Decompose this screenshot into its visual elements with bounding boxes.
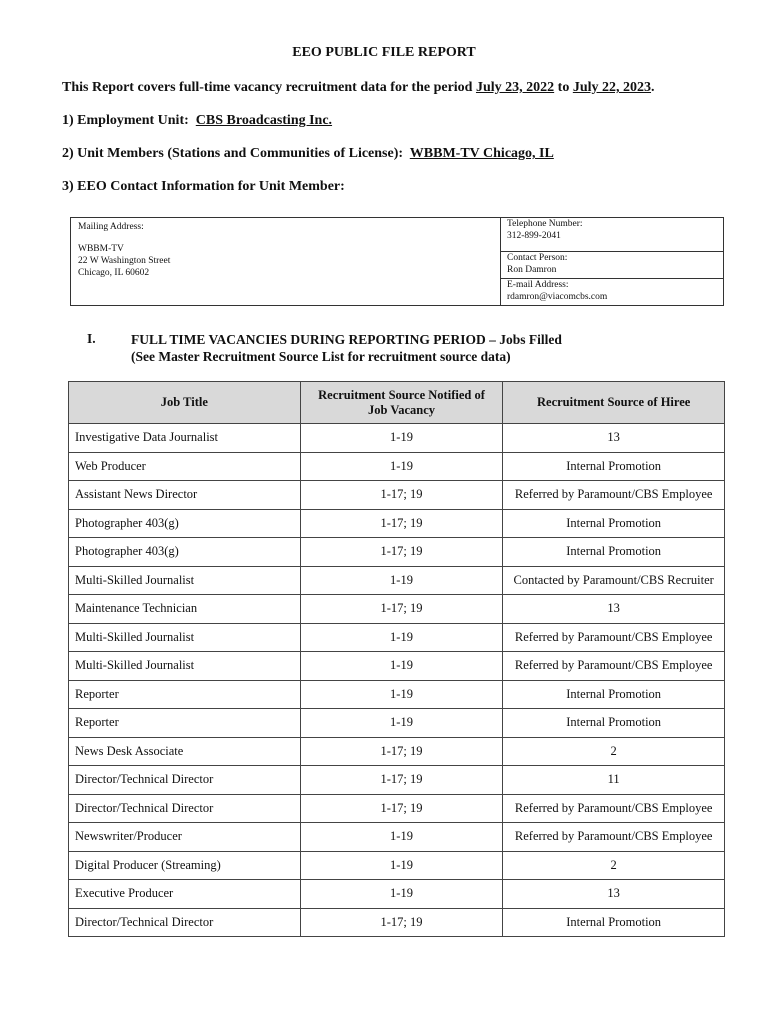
cell-source-of-hiree: Referred by Paramount/CBS Employee: [503, 794, 725, 823]
cell-source-notified: 1-17; 19: [300, 737, 503, 766]
cell-source-notified: 1-19: [300, 680, 503, 709]
cell-source-of-hiree: Internal Promotion: [503, 908, 725, 937]
phone-value: 312-899-2041: [507, 230, 561, 241]
table-row: [69, 452, 725, 481]
cell-job-title: Digital Producer (Streaming): [69, 851, 301, 880]
cell-job-title: Executive Producer: [69, 880, 301, 909]
table-row: [69, 823, 725, 852]
cell-source-of-hiree: Internal Promotion: [503, 680, 725, 709]
table-row: [69, 595, 725, 624]
cell-source-of-hiree: 2: [503, 737, 725, 766]
cell-source-of-hiree: 13: [503, 424, 725, 453]
cell-job-title: Multi-Skilled Journalist: [69, 566, 301, 595]
cell-job-title: Web Producer: [69, 452, 301, 481]
unit-members-line: [62, 146, 554, 162]
cell-job-title: Reporter: [69, 709, 301, 738]
period-suffix: .: [651, 80, 655, 95]
contact-person-cell: [501, 252, 723, 279]
cell-source-of-hiree: Referred by Paramount/CBS Employee: [503, 652, 725, 681]
table-row: [69, 766, 725, 795]
mailing-address-cell: [71, 218, 501, 305]
cell-source-of-hiree: Referred by Paramount/CBS Employee: [503, 823, 725, 852]
cell-source-notified: 1-17; 19: [300, 794, 503, 823]
period-start: July 23, 2022: [475, 80, 555, 95]
cell-source-notified: 1-19: [300, 424, 503, 453]
cell-source-of-hiree: Internal Promotion: [503, 452, 725, 481]
email-cell: [501, 279, 723, 306]
table-row: [69, 509, 725, 538]
table-row: [69, 652, 725, 681]
section-line-2: (See Master Recruitment Source List for recruitment source data): [131, 349, 511, 364]
cell-job-title: Director/Technical Director: [69, 908, 301, 937]
section-text: [131, 331, 562, 365]
employment-unit-label: 1) Employment Unit:: [62, 113, 189, 128]
header-job-title: Job Title: [69, 382, 301, 424]
cell-source-of-hiree: 13: [503, 880, 725, 909]
cell-job-title: Director/Technical Director: [69, 766, 301, 795]
cell-source-of-hiree: 2: [503, 851, 725, 880]
cell-source-notified: 1-17; 19: [300, 481, 503, 510]
employment-unit-value: CBS Broadcasting Inc.: [195, 113, 333, 128]
mailing-line-1: WBBM-TV: [78, 244, 124, 254]
unit-members-label: 2) Unit Members (Stations and Communities of License):: [62, 146, 404, 161]
cell-source-notified: 1-19: [300, 823, 503, 852]
cell-source-notified: 1-19: [300, 452, 503, 481]
mailing-line-2: 22 W Washington Street: [78, 256, 171, 266]
period-mid: to: [554, 80, 573, 95]
table-row: [69, 424, 725, 453]
cell-source-of-hiree: Referred by Paramount/CBS Employee: [503, 481, 725, 510]
cell-source-of-hiree: 13: [503, 595, 725, 624]
mailing-label: Mailing Address:: [78, 222, 144, 232]
table-row: [69, 680, 725, 709]
table-row: [69, 538, 725, 567]
email-label: E-mail Address:: [507, 280, 569, 290]
cell-job-title: Photographer 403(g): [69, 509, 301, 538]
contact-details: [501, 218, 723, 305]
cell-job-title: Investigative Data Journalist: [69, 424, 301, 453]
cell-source-notified: 1-19: [300, 623, 503, 652]
table-row: [69, 481, 725, 510]
table-row: [69, 908, 725, 937]
cell-source-of-hiree: Referred by Paramount/CBS Employee: [503, 623, 725, 652]
cell-source-notified: 1-19: [300, 652, 503, 681]
period-end: July 22, 2023: [572, 80, 652, 95]
cell-job-title: Director/Technical Director: [69, 794, 301, 823]
email-value: rdamron@viacomcbs.com: [507, 291, 608, 302]
header-source-notified: Recruitment Source Notified of Job Vacancy: [300, 382, 503, 424]
period-prefix: This Report covers full-time vacancy recruitment data for the period: [62, 80, 476, 95]
cell-source-of-hiree: Internal Promotion: [503, 709, 725, 738]
table-row: [69, 794, 725, 823]
phone-cell: [501, 218, 723, 252]
report-title: EEO PUBLIC FILE REPORT: [292, 45, 476, 60]
cell-source-notified: 1-17; 19: [300, 509, 503, 538]
cell-source-notified: 1-17; 19: [300, 908, 503, 937]
period-line: [62, 80, 655, 96]
cell-source-notified: 1-17; 19: [300, 538, 503, 567]
table-body: [69, 424, 725, 937]
mailing-line-3: Chicago, IL 60602: [78, 268, 150, 278]
cell-job-title: Multi-Skilled Journalist: [69, 652, 301, 681]
table-row: [69, 880, 725, 909]
phone-label: Telephone Number:: [507, 219, 583, 229]
cell-source-notified: 1-17; 19: [300, 595, 503, 624]
cell-job-title: Reporter: [69, 680, 301, 709]
employment-unit-line: [62, 113, 332, 129]
section-line-1: FULL TIME VACANCIES DURING REPORTING PERIOD – Jobs Filled: [131, 332, 562, 347]
cell-source-of-hiree: Contacted by Paramount/CBS Recruiter: [503, 566, 725, 595]
header-source-of-hiree: Recruitment Source of Hiree: [503, 382, 725, 424]
cell-source-notified: 1-19: [300, 709, 503, 738]
table-row: [69, 851, 725, 880]
table-row: [69, 709, 725, 738]
cell-source-of-hiree: Internal Promotion: [503, 509, 725, 538]
cell-source-of-hiree: Internal Promotion: [503, 538, 725, 567]
vacancies-table: [68, 381, 725, 937]
table-row: [69, 737, 725, 766]
table-row: [69, 623, 725, 652]
unit-members-value: WBBM-TV Chicago, IL: [409, 146, 554, 161]
cell-source-notified: 1-19: [300, 851, 503, 880]
contact-heading: 3) EEO Contact Information for Unit Member:: [62, 179, 345, 194]
contact-person-value: Ron Damron: [507, 264, 557, 275]
cell-source-notified: 1-19: [300, 566, 503, 595]
cell-job-title: Multi-Skilled Journalist: [69, 623, 301, 652]
contact-person-label: Contact Person:: [507, 253, 568, 263]
cell-job-title: Photographer 403(g): [69, 538, 301, 567]
cell-job-title: News Desk Associate: [69, 737, 301, 766]
cell-source-notified: 1-17; 19: [300, 766, 503, 795]
contact-box: [70, 217, 724, 306]
cell-job-title: Newswriter/Producer: [69, 823, 301, 852]
cell-source-notified: 1-19: [300, 880, 503, 909]
cell-source-of-hiree: 11: [503, 766, 725, 795]
section-number: I.: [87, 331, 96, 346]
table-header-row: [69, 382, 725, 424]
table-row: [69, 566, 725, 595]
cell-job-title: Maintenance Technician: [69, 595, 301, 624]
cell-job-title: Assistant News Director: [69, 481, 301, 510]
